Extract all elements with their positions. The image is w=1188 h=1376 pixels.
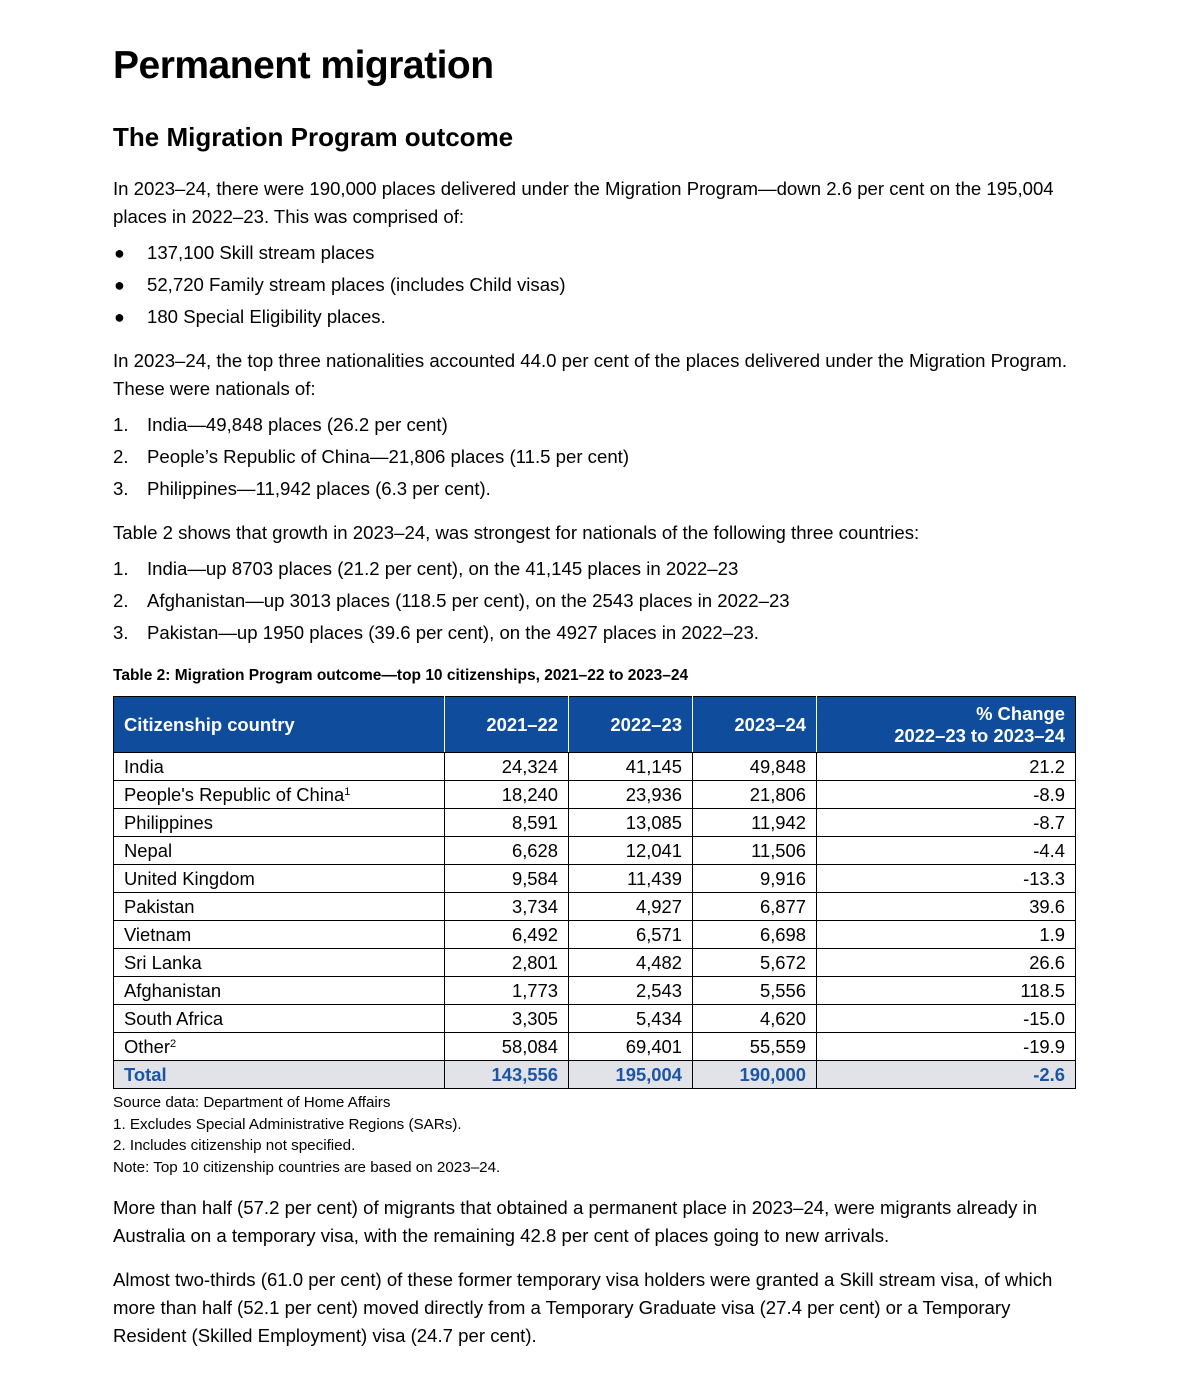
cell-2021-22: 18,240 bbox=[445, 781, 569, 809]
table-notes bbox=[113, 1092, 500, 1178]
skill-stream-paragraph: Almost two-thirds (61.0 per cent) of these former temporary visa holders were granted a Skill stream visa, of which more than half (52.1 per cent) moved directly from a Temporary Graduate visa (27.4 per cent) or a Temporary Resident (Skilled Employment) visa (24.7 per cent). bbox=[113, 1269, 1053, 1346]
cell-2021-22: 8,591 bbox=[445, 809, 569, 837]
cell-country: Afghanistan bbox=[114, 977, 445, 1005]
table-row bbox=[114, 893, 1076, 921]
cell-percent-change: -19.9 bbox=[817, 1033, 1076, 1061]
cell-country: South Africa bbox=[114, 1005, 445, 1033]
table-row bbox=[114, 809, 1076, 837]
cell-2022-23: 4,482 bbox=[569, 949, 693, 977]
cell-2021-22: 3,734 bbox=[445, 893, 569, 921]
column-header-2022-23: 2022–23 bbox=[569, 697, 693, 753]
cell-country: Sri Lanka bbox=[114, 949, 445, 977]
table-row bbox=[114, 921, 1076, 949]
list-item: ● 137,100 Skill stream places bbox=[113, 237, 1073, 269]
cell-2023-24: 21,806 bbox=[693, 781, 817, 809]
cell-2023-24: 49,848 bbox=[693, 753, 817, 781]
growth-countries-list bbox=[113, 553, 1073, 649]
list-item: 1. India—49,848 places (26.2 per cent) bbox=[113, 414, 448, 435]
cell-percent-change: -8.9 bbox=[817, 781, 1076, 809]
cell-percent-change: -4.4 bbox=[817, 837, 1076, 865]
column-header-country: Citizenship country bbox=[114, 697, 445, 753]
cell-2022-23: 13,085 bbox=[569, 809, 693, 837]
cell-2021-22: 58,084 bbox=[445, 1033, 569, 1061]
table-note: Note: Top 10 citizenship countries are based on 2023–24. bbox=[113, 1158, 501, 1176]
cell-percent-change: -8.7 bbox=[817, 809, 1076, 837]
list-item: 1. India—up 8703 places (21.2 per cent), on the 41,145 places in 2022–23 bbox=[113, 558, 739, 579]
bullet-icon: ● bbox=[114, 275, 125, 295]
cell-2023-24: 4,620 bbox=[693, 1005, 817, 1033]
cell-2021-22: 3,305 bbox=[445, 1005, 569, 1033]
table-header-row bbox=[114, 697, 1076, 753]
table-caption: Table 2: Migration Program outcome—top 10 citizenships, 2021–22 to 2023–24 bbox=[113, 667, 689, 684]
page-title: Permanent migration bbox=[113, 44, 494, 87]
column-header-percent-change: % Change 2022–23 to 2023–24 bbox=[817, 697, 1076, 753]
cell-percent-change: -15.0 bbox=[817, 1005, 1076, 1033]
cell-country: India bbox=[114, 753, 445, 781]
cell-2022-23: 4,927 bbox=[569, 893, 693, 921]
cell-2021-22: 6,628 bbox=[445, 837, 569, 865]
cell-percent-change: -13.3 bbox=[817, 865, 1076, 893]
list-item: ● 52,720 Family stream places (includes Child visas) bbox=[113, 269, 1073, 301]
cell-2021-22: 9,584 bbox=[445, 865, 569, 893]
cell-2023-24: 5,672 bbox=[693, 949, 817, 977]
cell-2022-23: 6,571 bbox=[569, 921, 693, 949]
cell-percent-change: 1.9 bbox=[817, 921, 1076, 949]
top-nationalities-list bbox=[113, 409, 1073, 505]
cell-country: Other$^2$ bbox=[114, 1033, 445, 1061]
cell-country: Vietnam bbox=[114, 921, 445, 949]
cell-2023-24: 55,559 bbox=[693, 1033, 817, 1061]
cell-2023-24: 9,916 bbox=[693, 865, 817, 893]
cell-country: Nepal bbox=[114, 837, 445, 865]
table-row bbox=[114, 949, 1076, 977]
citizenship-table bbox=[113, 696, 1076, 1089]
cell-total-2021-22: 143,556 bbox=[445, 1061, 569, 1089]
column-header-2023-24: 2023–24 bbox=[693, 697, 817, 753]
table-row bbox=[114, 977, 1076, 1005]
bullet-icon: ● bbox=[114, 307, 125, 327]
table-row bbox=[114, 1005, 1076, 1033]
table-total-row bbox=[114, 1061, 1076, 1089]
cell-total-label: Total bbox=[114, 1061, 445, 1089]
bullet-icon: ● bbox=[114, 243, 125, 263]
footnote-2: 2. Includes citizenship not specified. bbox=[113, 1137, 356, 1154]
cell-percent-change: 39.6 bbox=[817, 893, 1076, 921]
cell-2023-24: 6,698 bbox=[693, 921, 817, 949]
cell-2022-23: 41,145 bbox=[569, 753, 693, 781]
cell-2022-23: 12,041 bbox=[569, 837, 693, 865]
growth-paragraph: Table 2 shows that growth in 2023–24, was strongest for nationals of the following three countries: bbox=[113, 522, 920, 543]
cell-country: United Kingdom bbox=[114, 865, 445, 893]
stream-bullet-list bbox=[113, 237, 1073, 333]
cell-2022-23: 11,439 bbox=[569, 865, 693, 893]
temporary-visa-paragraph: More than half (57.2 per cent) of migrants that obtained a permanent place in 2023–24, were migrants already in Australia on a temporary visa, with the remaining 42.8 per cent of places going to new arrivals. bbox=[113, 1197, 1038, 1246]
cell-2023-24: 11,506 bbox=[693, 837, 817, 865]
list-item: 2. Afghanistan—up 3013 places (118.5 per cent), on the 2543 places in 2022–23 bbox=[113, 590, 790, 611]
cell-2022-23: 5,434 bbox=[569, 1005, 693, 1033]
cell-2021-22: 24,324 bbox=[445, 753, 569, 781]
section-heading: The Migration Program outcome bbox=[113, 122, 514, 152]
cell-2021-22: 2,801 bbox=[445, 949, 569, 977]
list-item: 2. People’s Republic of China—21,806 places (11.5 per cent) bbox=[113, 446, 630, 467]
cell-2022-23: 69,401 bbox=[569, 1033, 693, 1061]
table-row bbox=[114, 1033, 1076, 1061]
cell-2022-23: 23,936 bbox=[569, 781, 693, 809]
cell-2023-24: 6,877 bbox=[693, 893, 817, 921]
cell-total-2022-23: 195,004 bbox=[569, 1061, 693, 1089]
cell-percent-change: 21.2 bbox=[817, 753, 1076, 781]
table-row bbox=[114, 753, 1076, 781]
cell-percent-change: 118.5 bbox=[817, 977, 1076, 1005]
table-row bbox=[114, 837, 1076, 865]
list-item: 3. Pakistan—up 1950 places (39.6 per cent), on the 4927 places in 2022–23. bbox=[113, 622, 759, 643]
cell-2023-24: 11,942 bbox=[693, 809, 817, 837]
cell-2021-22: 6,492 bbox=[445, 921, 569, 949]
cell-country: People's Republic of China$^1$ bbox=[114, 781, 445, 809]
cell-country: Philippines bbox=[114, 809, 445, 837]
cell-country: Pakistan bbox=[114, 893, 445, 921]
cell-2023-24: 5,556 bbox=[693, 977, 817, 1005]
footnote-1: 1. Excludes Special Administrative Regions (SARs). bbox=[113, 1115, 462, 1133]
intro-paragraph: In 2023–24, there were 190,000 places delivered under the Migration Program—down 2.6 per cent on the 195,004 places in 2022–23. This was comprised of: bbox=[113, 178, 1054, 227]
cell-total-percent-change: -2.6 bbox=[817, 1061, 1076, 1089]
list-item: 3. Philippines—11,942 places (6.3 per cent). bbox=[113, 478, 491, 499]
table-row bbox=[114, 781, 1076, 809]
cell-2021-22: 1,773 bbox=[445, 977, 569, 1005]
cell-percent-change: 26.6 bbox=[817, 949, 1076, 977]
table-row bbox=[114, 865, 1076, 893]
list-item: ● 180 Special Eligibility places. bbox=[113, 301, 1073, 333]
cell-2022-23: 2,543 bbox=[569, 977, 693, 1005]
source-note: Source data: Department of Home Affairs bbox=[113, 1094, 391, 1111]
nationalities-paragraph: In 2023–24, the top three nationalities accounted 44.0 per cent of the places delivered under the Migration Program. These were nationals of: bbox=[113, 350, 1068, 399]
column-header-2021-22: 2021–22 bbox=[445, 697, 569, 753]
cell-total-2023-24: 190,000 bbox=[693, 1061, 817, 1089]
